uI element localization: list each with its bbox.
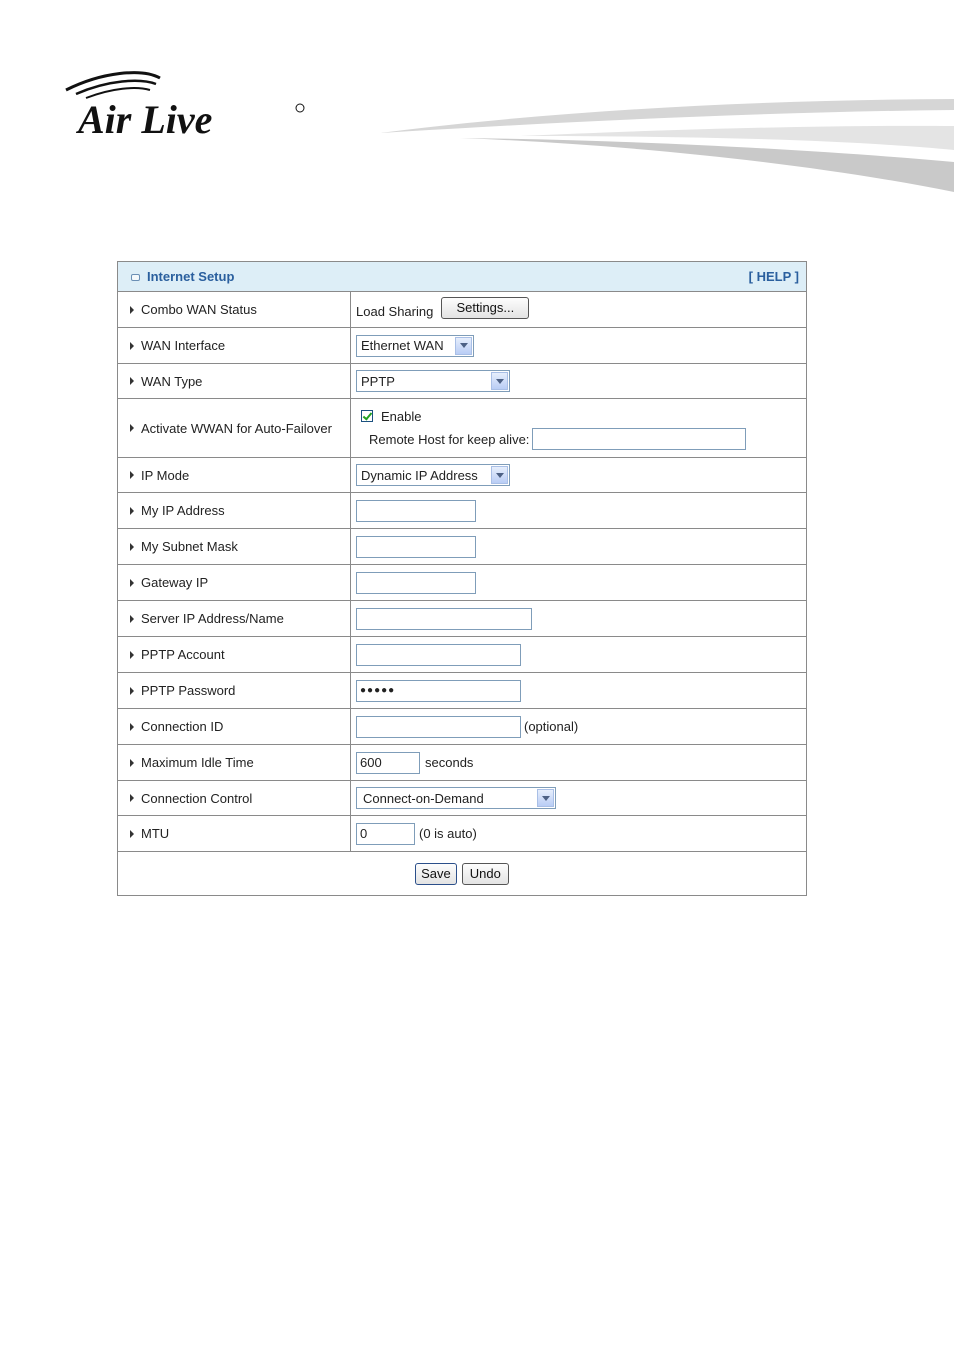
help-link[interactable]: [ HELP ] [748, 269, 799, 284]
triangle-right-icon [130, 507, 134, 515]
triangle-right-icon [130, 424, 134, 432]
row-label: Activate WWAN for Auto-Failover [141, 420, 332, 436]
my-ip-input[interactable] [356, 500, 476, 522]
row-label: Connection ID [141, 719, 224, 734]
connection-control-select[interactable] [356, 787, 556, 809]
row-label: MTU [141, 826, 170, 841]
select-value: Ethernet WAN [361, 338, 444, 353]
row-connection-control [118, 781, 806, 816]
row-gateway-ip [118, 565, 806, 601]
row-label: My Subnet Mask [141, 539, 238, 554]
row-server-ip [118, 601, 806, 637]
row-ip-mode [118, 458, 806, 493]
triangle-right-icon [130, 687, 134, 695]
triangle-right-icon [130, 723, 134, 731]
row-mtu [118, 816, 806, 852]
remote-host-input[interactable] [532, 428, 746, 450]
row-label: PPTP Account [141, 647, 225, 662]
row-subnet-mask [118, 529, 806, 565]
row-max-idle [118, 745, 806, 781]
combo-wan-status-value: Load Sharing [356, 304, 434, 319]
triangle-right-icon [130, 615, 134, 623]
row-label: IP Mode [141, 467, 190, 483]
row-label: WAN Interface [141, 338, 226, 353]
triangle-right-icon [130, 794, 134, 802]
row-connection-id [118, 709, 806, 745]
row-label: Maximum Idle Time [141, 755, 254, 770]
pptp-account-input[interactable] [356, 644, 521, 666]
row-label: Combo WAN Status [141, 302, 257, 317]
row-wan-type [118, 364, 806, 399]
triangle-right-icon [130, 306, 134, 314]
subnet-mask-input[interactable] [356, 536, 476, 558]
triangle-right-icon [130, 579, 134, 587]
wan-interface-select[interactable] [356, 335, 474, 357]
gateway-ip-input[interactable] [356, 572, 476, 594]
triangle-right-icon [130, 543, 134, 551]
row-label: PPTP Password [141, 683, 236, 698]
chevron-down-icon [491, 466, 508, 484]
row-combo-wan-status [118, 292, 806, 328]
settings-button[interactable]: Settings... [441, 297, 529, 319]
row-pptp-password [118, 673, 806, 709]
triangle-right-icon [130, 377, 134, 385]
save-button[interactable]: Save [415, 863, 457, 885]
ip-mode-select[interactable] [356, 464, 510, 486]
connection-id-hint: (optional) [524, 719, 579, 734]
max-idle-unit: seconds [425, 755, 474, 770]
panel-title: Internet Setup [147, 269, 235, 284]
row-pptp-account [118, 637, 806, 673]
max-idle-input[interactable]: 600 [356, 752, 420, 774]
server-ip-input[interactable] [356, 608, 532, 630]
chevron-down-icon [537, 789, 554, 807]
airlive-logo [62, 70, 312, 140]
wan-type-select[interactable] [356, 370, 510, 392]
chevron-down-icon [455, 337, 472, 355]
select-value: Dynamic IP Address [361, 467, 478, 483]
chevron-down-icon [491, 372, 508, 390]
enable-checkbox[interactable] [361, 410, 373, 422]
mtu-hint: (0 is auto) [419, 826, 477, 841]
row-my-ip [118, 493, 806, 529]
connection-id-input[interactable] [356, 716, 521, 738]
pptp-password-input[interactable]: ●●●●● [356, 680, 521, 702]
panel-header [118, 262, 806, 292]
remote-host-label: Remote Host for keep alive: [369, 431, 530, 447]
triangle-right-icon [130, 342, 134, 350]
svg-text:Air Live: Air Live [78, 97, 213, 140]
select-value: PPTP [361, 373, 395, 389]
triangle-right-icon [130, 471, 134, 479]
row-label: Server IP Address/Name [141, 611, 284, 626]
row-wwan-failover [118, 399, 806, 458]
row-label: My IP Address [141, 503, 225, 518]
row-wan-interface [118, 328, 806, 364]
triangle-right-icon [130, 830, 134, 838]
triangle-right-icon [130, 651, 134, 659]
row-label: Gateway IP [141, 575, 209, 590]
enable-label: Enable [381, 408, 422, 424]
row-label: Connection Control [141, 790, 253, 806]
panel-header-icon [131, 274, 140, 281]
select-value: Connect-on-Demand [363, 790, 484, 806]
row-actions [118, 852, 806, 895]
row-label: WAN Type [141, 373, 203, 389]
mtu-input[interactable]: 0 [356, 823, 415, 845]
internet-setup-panel [117, 261, 807, 896]
undo-button[interactable]: Undo [462, 863, 509, 885]
triangle-right-icon [130, 759, 134, 767]
